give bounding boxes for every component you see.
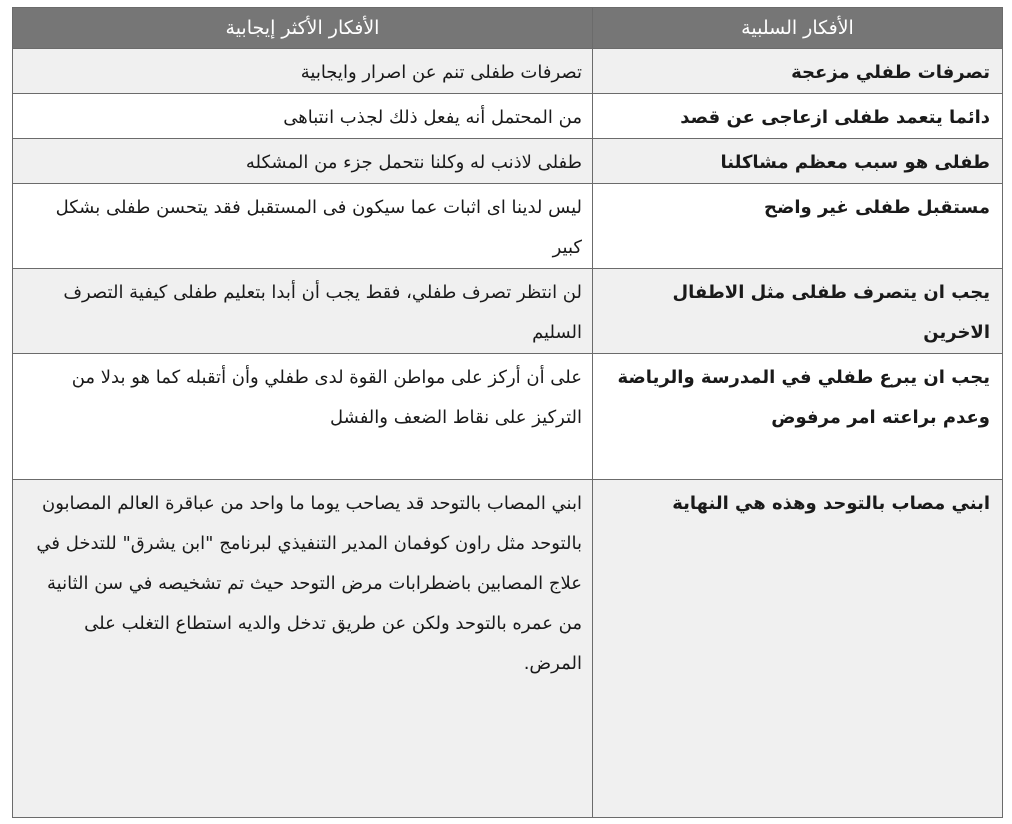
table-row [13, 354, 1003, 480]
positive-thought-cell [13, 269, 593, 354]
positive-thought-cell [13, 354, 593, 480]
negative-thought-text: ابني مصاب بالتوحد وهذه هي النهاية [672, 493, 990, 514]
positive-thought-text: ليس لدينا اى اثبات عما سيكون فى المستقبل فقد يتحسن طفلى بشكل كبير [55, 197, 582, 258]
header-positive-thoughts: الأفكار الأكثر إيجابية [13, 8, 593, 49]
positive-thought-cell [13, 184, 593, 269]
positive-thought-cell [13, 94, 593, 139]
negative-thought-cell [593, 354, 1003, 480]
table-row [13, 139, 1003, 184]
positive-thought-text: على أن أركز على مواطن القوة لدى طفلي وأن أتقبله كما هو بدلا من التركيز على نقاط الضعف والفشل [71, 367, 582, 428]
table-row [13, 480, 1003, 818]
negative-thought-text: دائما يتعمد طفلى ازعاجى عن قصد [680, 107, 990, 128]
positive-thought-text: تصرفات طفلى تنم عن اصرار وايجابية [300, 62, 582, 83]
positive-thought-text: من المحتمل أنه يفعل ذلك لجذب انتباهى [283, 107, 582, 128]
positive-thought-cell [13, 139, 593, 184]
negative-thought-cell [593, 480, 1003, 818]
positive-thought-text: ابني المصاب بالتوحد قد يصاحب يوما ما واحد من عباقرة العالم المصابون بالتوحد مثل راون كوفمان المدير التنفيذي لبرنامج "ابن يشرق" للتدخل في علاج المصابين باضطرابات مرض التوحد حيث تم تشخيصه في سن الثانية من عمره بالتوحد ولكن عن طريق تدخل والديه استطاع التغلب على المرض. [36, 493, 582, 674]
negative-thought-cell [593, 94, 1003, 139]
positive-thought-text: لن انتظر تصرف طفلي، فقط يجب أن أبدا بتعليم طفلى كيفية التصرف السليم [63, 282, 582, 343]
table-row [13, 49, 1003, 94]
negative-thought-cell [593, 269, 1003, 354]
negative-thought-text: مستقبل طفلى غير واضح [763, 197, 990, 218]
negative-thought-cell [593, 49, 1003, 94]
thoughts-table [12, 7, 1003, 818]
table-row [13, 269, 1003, 354]
negative-thought-text: طفلى هو سبب معظم مشاكلنا [720, 152, 990, 173]
header-row [13, 8, 1003, 49]
negative-thought-text: يجب ان يبرع طفلي في المدرسة والرياضة وعدم براعته امر مرفوض [617, 367, 990, 428]
negative-thought-cell [593, 184, 1003, 269]
table-row [13, 94, 1003, 139]
table-row [13, 184, 1003, 269]
positive-thought-cell [13, 49, 593, 94]
negative-thought-text: تصرفات طفلي مزعجة [791, 62, 990, 83]
positive-thought-cell [13, 480, 593, 818]
negative-thought-text: يجب ان يتصرف طفلى مثل الاطفال الاخرين [672, 282, 990, 343]
header-negative-thoughts: الأفكار السلبية [593, 8, 1003, 49]
negative-thought-cell [593, 139, 1003, 184]
positive-thought-text: طفلى لاذنب له وكلنا نتحمل جزء من المشكله [245, 152, 582, 173]
